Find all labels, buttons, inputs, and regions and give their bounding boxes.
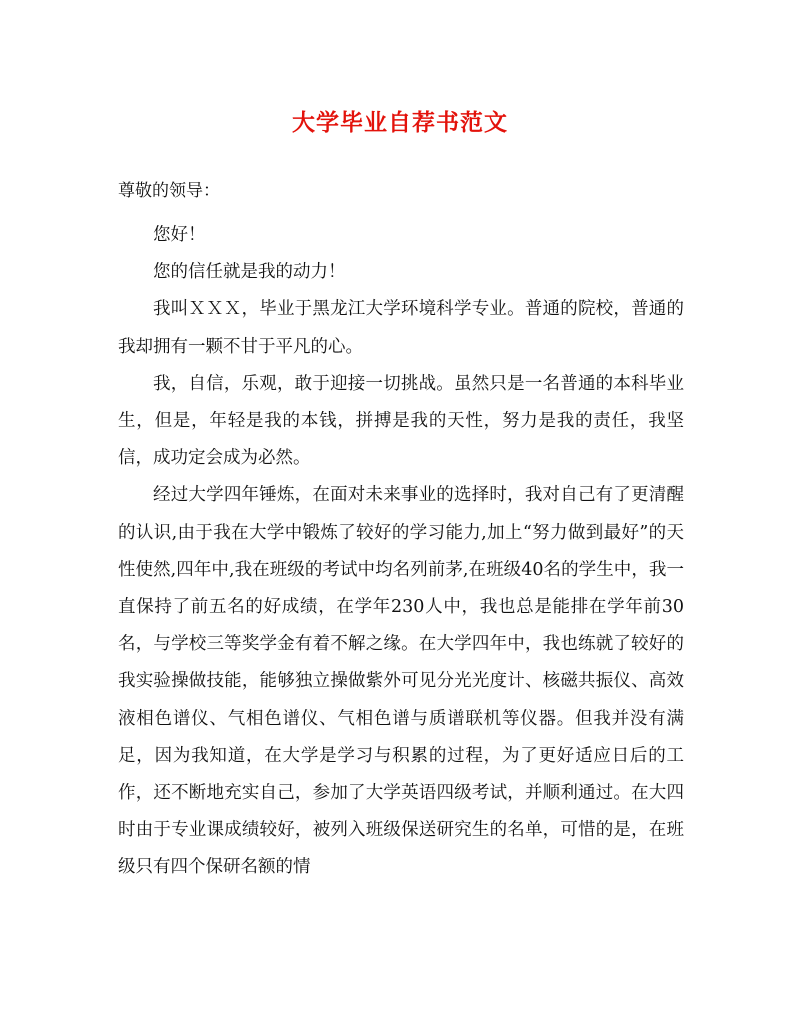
paragraph-greeting: 您好！ xyxy=(153,225,206,245)
salutation: 尊敬的领导： xyxy=(118,181,220,201)
paragraph-motivation: 您的信任就是我的动力！ xyxy=(153,262,346,283)
document-title: 大学毕业自荐书范文 xyxy=(292,109,508,136)
paragraph-personality: 我，自信，乐观，敢于迎接一切挑战。虽然只是一名普通的本科毕业生，但是，年轻是我的本钱，拼搏是我的天性，努力是我的责任，我坚信，成功定会成为必然。 xyxy=(118,373,684,469)
document-body xyxy=(118,217,684,887)
paragraph-introduction: 我叫ＸＸＸ，毕业于黑龙江大学环境科学专业。普通的院校，普通的我却拥有一颗不甘于平凡的心。 xyxy=(118,299,684,357)
paragraph-experience: 经过大学四年锤炼，在面对未来事业的选择时，我对自己有了更清醒的认识,由于我在大学中锻炼了较好的学习能力,加上“努力做到最好”的天性使然,四年中,我在班级的考试中均名列前茅,在班级40名的学生中，我一直保持了前五名的好成绩，在学年230人中，我也总是能排在学年前30名，与学校三等奖学金有着不解之缘。在大学四年中，我也练就了较好的我实验操做技能，能够独立操做紫外可见分光光度计、核磁共振仪、高效液相色谱仪、气相色谱仪、气相色谱与质谱联机等仪器。但我并没有满足，因为我知道，在大学是学习与积累的过程，为了更好适应日后的工作，还不断地充实自己，参加了大学英语四级考试，并顺利通过。在大四时由于专业课成绩较好，被列入班级保送研究生的名单，可惜的是，在班级只有四个保研名额的情 xyxy=(118,485,684,878)
